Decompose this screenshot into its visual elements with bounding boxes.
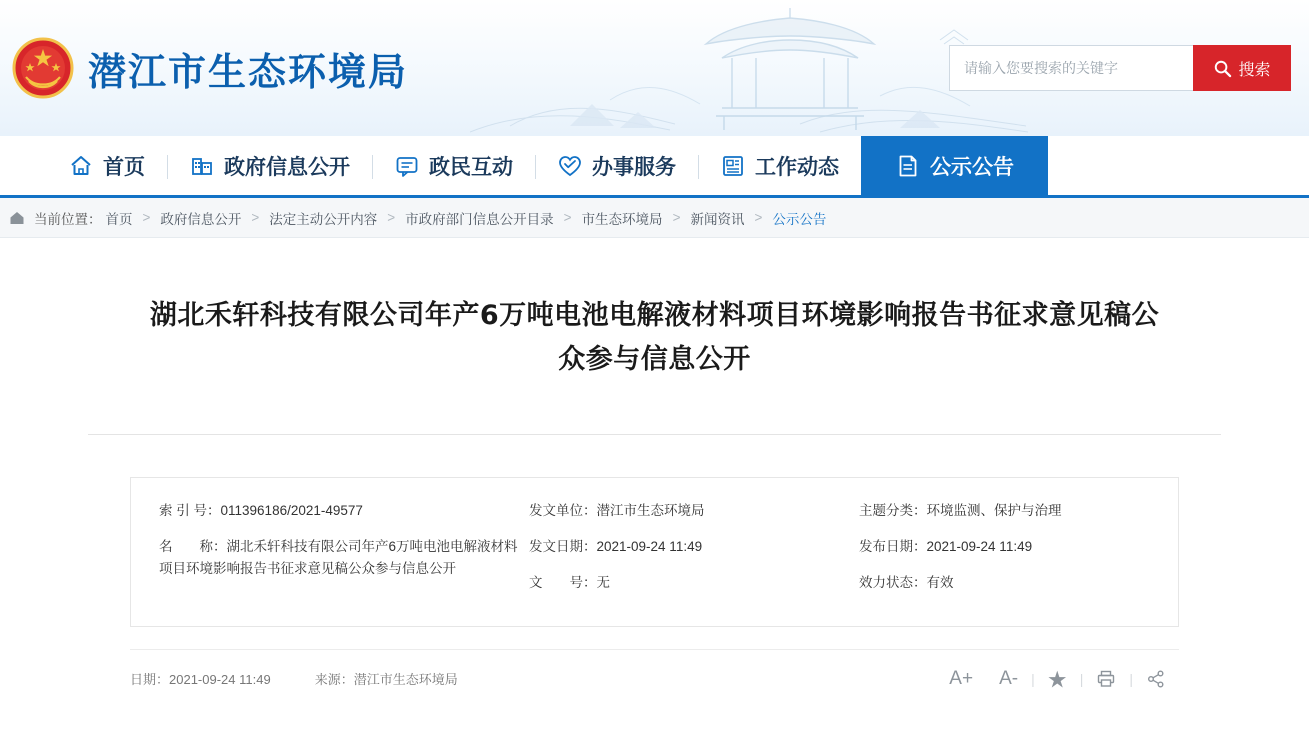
- meta-pub-date: [859, 536, 1150, 558]
- meta-issuer-value: 潜江市生态环境局: [596, 503, 705, 518]
- meta-issuer-key: 发文单位：: [529, 503, 597, 518]
- meta-category-value: 环境监测、保护与治理: [926, 503, 1062, 518]
- meta-doc-no-value: 无: [596, 575, 610, 590]
- meta-status-key: 效力状态：: [859, 575, 927, 590]
- meta-category-key: 主题分类：: [859, 503, 927, 518]
- breadcrumb-separator: >: [387, 210, 396, 225]
- nav-label: 工作动态: [755, 154, 839, 179]
- service-heart-icon: [557, 153, 583, 179]
- nav-item-work-news[interactable]: [698, 136, 861, 195]
- meta-index: [159, 500, 529, 522]
- breadcrumb-separator: >: [672, 210, 681, 225]
- building-icon: [189, 153, 215, 179]
- nav-label: 政民互动: [429, 154, 513, 179]
- footer-source: 来源：潜江市生态环境局: [314, 672, 458, 687]
- main-nav: [0, 136, 1309, 198]
- meta-name-value: 湖北禾轩科技有限公司年产6万吨电池电解液材料项目环境影响报告书征求意见稿公众参与信息公开: [159, 539, 518, 576]
- page-title: 湖北禾轩科技有限公司年产6万吨电池电解液材料项目环境影响报告书征求意见稿公众参与信息公开: [149, 300, 1160, 375]
- meta-pub-date-key: 发布日期：: [859, 539, 927, 554]
- meta-doc-date-value: 2021-09-24 11:49: [596, 539, 703, 554]
- search-box[interactable]: [949, 45, 1291, 91]
- nav-label: 首页: [103, 154, 145, 179]
- title-divider: [88, 434, 1221, 435]
- breadcrumb: [0, 198, 1309, 238]
- breadcrumb-item-4[interactable]: 市生态环境局: [581, 211, 663, 227]
- breadcrumb-item-3[interactable]: 市政府部门信息公开目录: [405, 211, 554, 227]
- breadcrumb-separator: >: [563, 210, 572, 225]
- tool-separator: |: [1129, 670, 1133, 687]
- search-icon: [1213, 59, 1232, 78]
- nav-item-announcements[interactable]: [861, 136, 1048, 195]
- article-container: [0, 238, 1309, 693]
- home-icon: [68, 153, 94, 179]
- meta-doc-no: [529, 572, 859, 594]
- meta-category: [859, 500, 1150, 522]
- meta-index-key: 索 引 号：: [159, 503, 221, 518]
- favorite-star-icon[interactable]: ★: [1047, 670, 1067, 691]
- meta-status: [859, 572, 1150, 594]
- nav-item-interaction[interactable]: [372, 136, 535, 195]
- notice-icon: [895, 153, 921, 179]
- meta-doc-date: [529, 536, 859, 558]
- meta-name: [159, 536, 529, 594]
- meta-doc-date-key: 发文日期：: [529, 539, 597, 554]
- meta-doc-no-key: 文 号：: [529, 575, 597, 590]
- print-icon[interactable]: [1083, 669, 1129, 689]
- news-icon: [720, 153, 746, 179]
- document-meta-box: [130, 477, 1179, 627]
- site-title: 潜江市生态环境局: [88, 49, 409, 94]
- breadcrumb-separator: >: [754, 210, 763, 225]
- nav-item-services[interactable]: [535, 136, 698, 195]
- share-icon[interactable]: [1133, 669, 1179, 689]
- meta-status-value: 有效: [926, 575, 954, 590]
- nav-label: 政府信息公开: [224, 154, 350, 179]
- breadcrumb-item-5[interactable]: 新闻资讯: [690, 211, 745, 227]
- meta-index-value: 011396186/2021-49577: [220, 503, 363, 518]
- chat-icon: [394, 153, 420, 179]
- breadcrumb-separator: >: [251, 210, 260, 225]
- nav-item-government-info[interactable]: [167, 136, 372, 195]
- font-increase-button[interactable]: A+: [949, 667, 974, 689]
- home-small-icon: [8, 209, 26, 227]
- breadcrumb-item-2[interactable]: 法定主动公开内容: [269, 211, 378, 227]
- nav-label: 办事服务: [592, 154, 676, 179]
- footer-date: 日期：2021-09-24 11:49: [130, 672, 271, 687]
- nav-label: 公示公告: [930, 154, 1014, 179]
- font-decrease-button[interactable]: A-: [999, 667, 1019, 689]
- meta-issuer: [529, 500, 859, 522]
- tool-separator: |: [1031, 670, 1035, 687]
- meta-name-key: 名 称：: [159, 539, 227, 554]
- breadcrumb-item-0[interactable]: 首页: [105, 211, 133, 227]
- search-button[interactable]: [1193, 45, 1291, 91]
- breadcrumb-separator: >: [142, 210, 151, 225]
- national-emblem-icon: [12, 37, 74, 99]
- article-tools: [936, 665, 1179, 692]
- article-footer: [130, 649, 1179, 693]
- site-header: [0, 0, 1309, 136]
- search-button-label: 搜索: [1238, 59, 1271, 79]
- tool-separator: |: [1079, 670, 1084, 687]
- search-input[interactable]: [949, 45, 1193, 91]
- breadcrumb-label: 当前位置：: [34, 211, 102, 227]
- meta-pub-date-value: 2021-09-24 11:49: [926, 539, 1033, 554]
- nav-item-home[interactable]: [46, 136, 167, 195]
- breadcrumb-item-6[interactable]: 公示公告: [772, 211, 827, 227]
- breadcrumb-item-1[interactable]: 政府信息公开: [160, 211, 242, 227]
